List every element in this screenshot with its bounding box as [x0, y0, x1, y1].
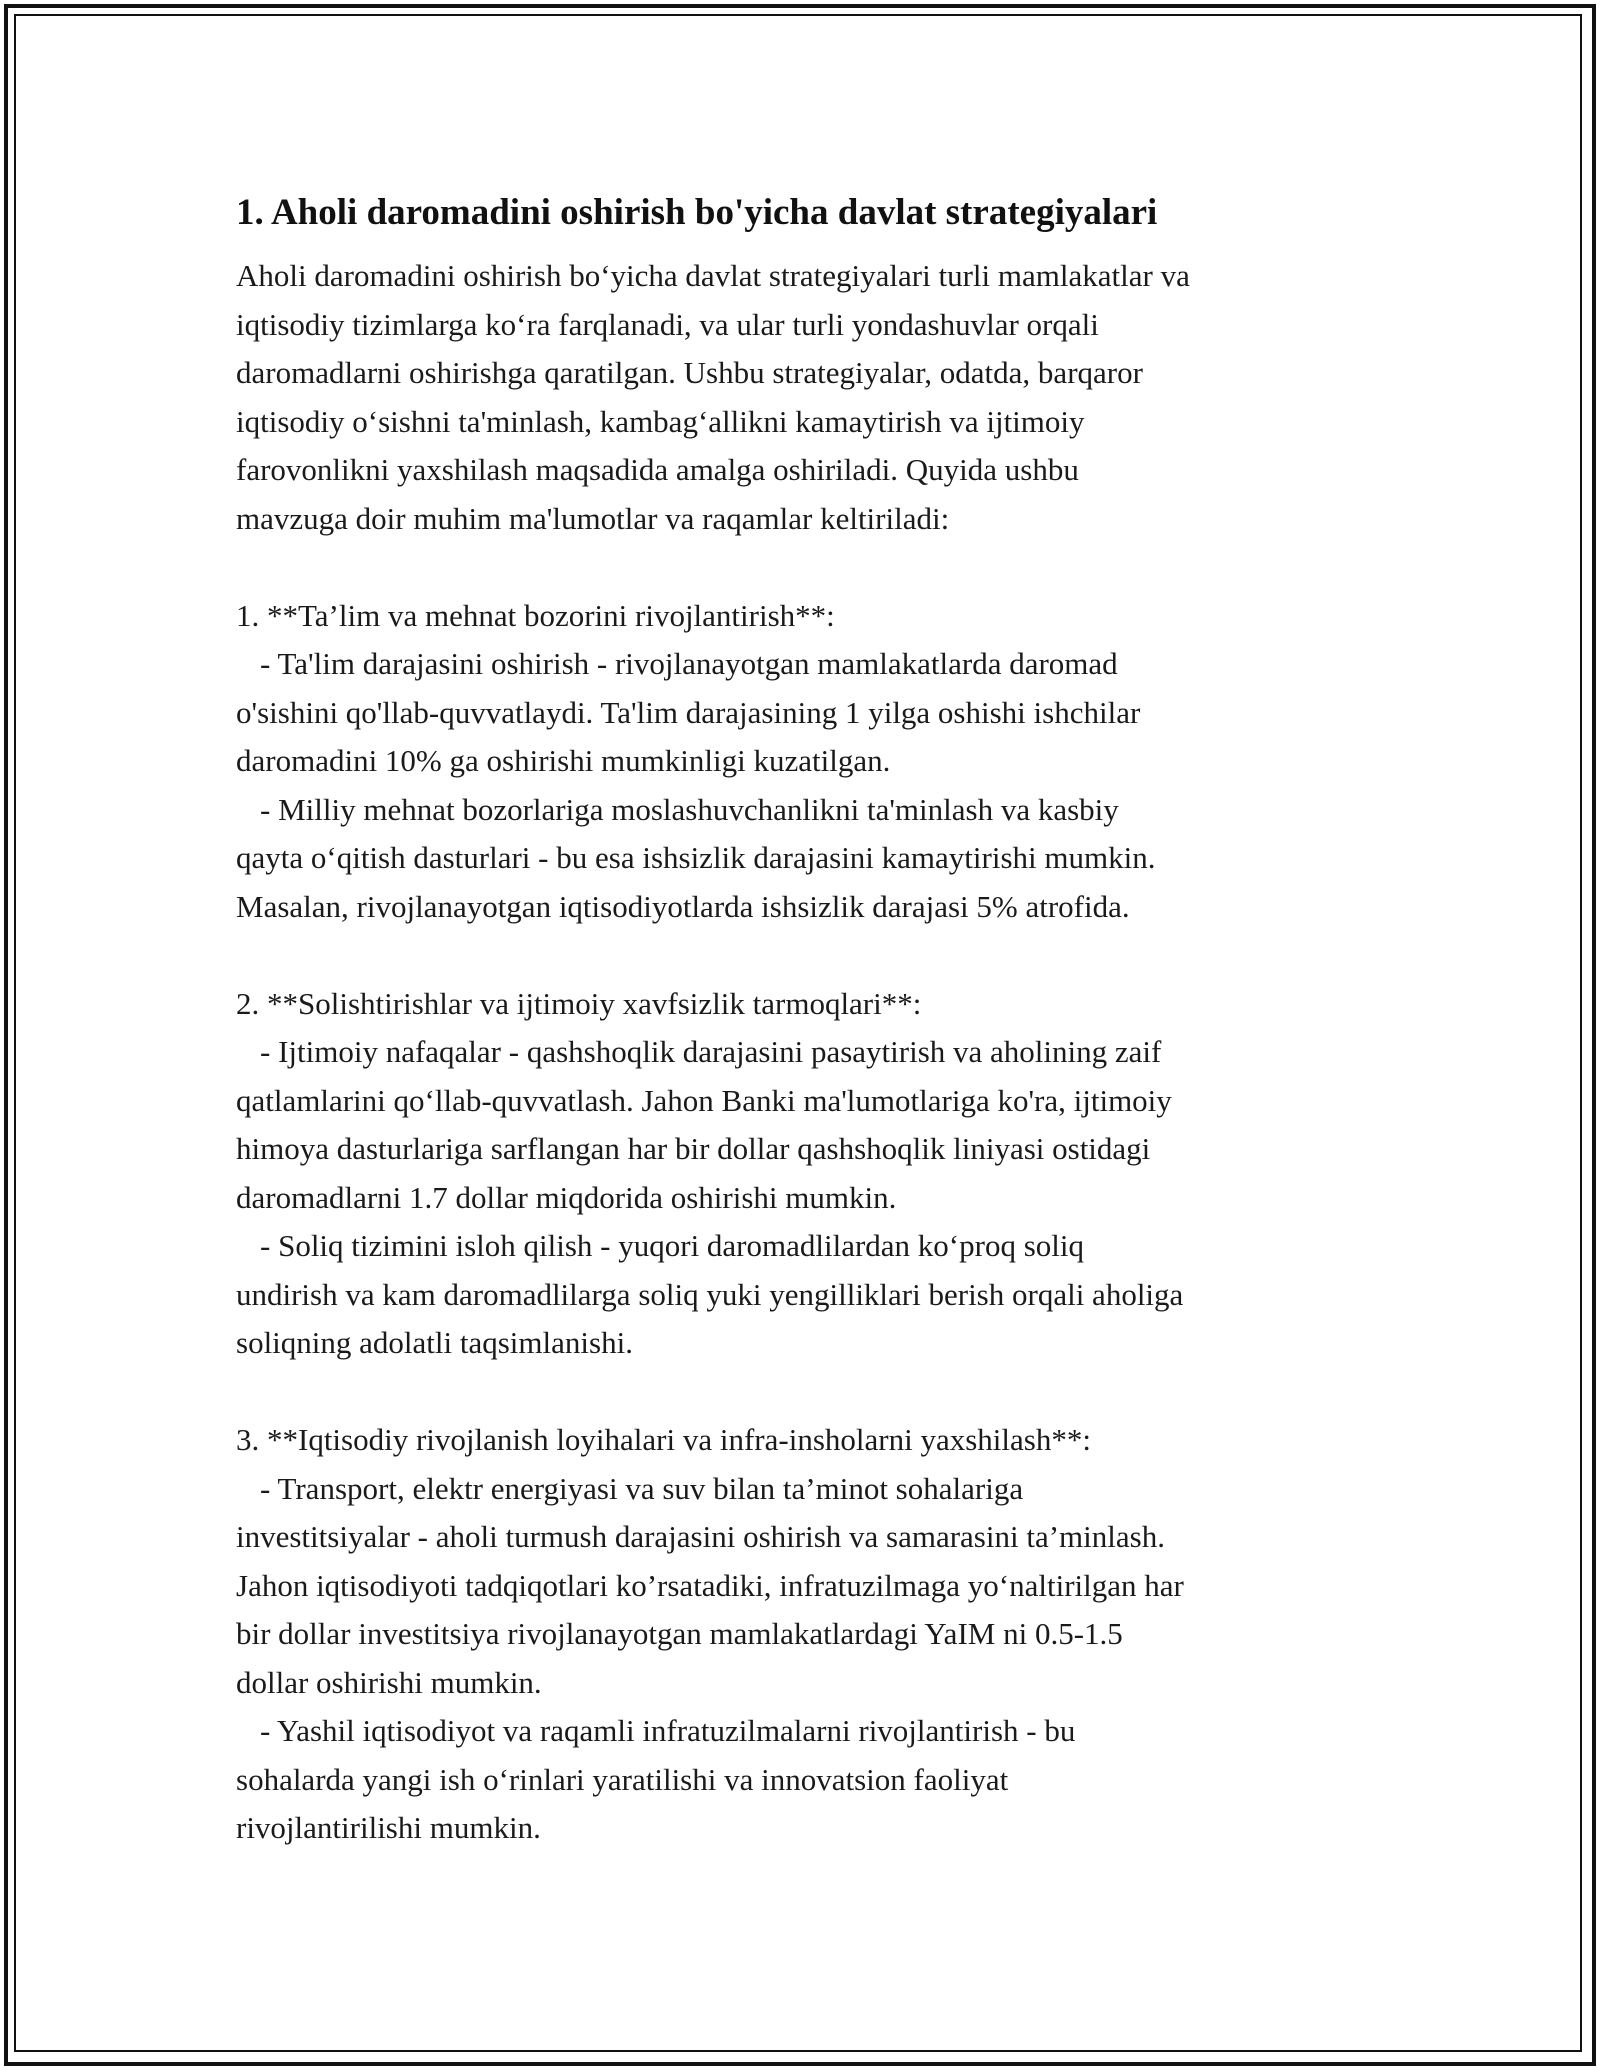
section-heading: 3. **Iqtisodiy rivojlanish loyihalari va infra-insholarni yaxshilash**:	[236, 1422, 1091, 1457]
section-2	[236, 980, 1376, 1368]
bullet-item	[236, 1222, 1376, 1368]
bullet-item	[236, 1707, 1376, 1853]
bullet-first-line: - Yashil iqtisodiyot va raqamli infratuzilmalarni rivojlantirish - bu	[260, 1713, 1076, 1748]
blank-line	[236, 1368, 1376, 1417]
blank-line	[236, 931, 1376, 980]
bullet-line: Jahon iqtisodiyoti tadqiqotlari ko’rsatadiki, infratuzilmaga yo‘naltirilgan har	[236, 1567, 1184, 1603]
blank-line	[236, 543, 1376, 592]
section-heading: 1. **Ta’lim va mehnat bozorini rivojlantirish**:	[236, 597, 835, 633]
bullet-line: qatlamlarini qo‘llab-quvvatlash. Jahon Banki ma'lumotlariga ko'ra, ijtimoiy	[236, 1082, 1172, 1118]
bullet-item	[236, 640, 1376, 786]
bullet-line: soliqning adolatli taqsimlanishi.	[236, 1325, 633, 1360]
intro-line: Aholi daromadini oshirish bo‘yicha davlat strategiyalari turli mamlakatlar va	[236, 258, 1190, 293]
intro-paragraph	[236, 252, 1376, 543]
bullet-first-line: - Soliq tizimini isloh qilish - yuqori daromadlilardan ko‘proq soliq	[260, 1228, 1084, 1263]
bullet-first-line: - Ijtimoiy nafaqalar - qashshoqlik darajasini pasaytirish va aholining zaif	[260, 1034, 1162, 1069]
bullet-line: rivojlantirilishi mumkin.	[236, 1810, 541, 1845]
bullet-item	[236, 1465, 1376, 1708]
bullet-line: undirish va kam daromadlilarga soliq yuki yengilliklari berish orqali aholiga	[236, 1276, 1184, 1312]
intro-line: mavzuga doir muhim ma'lumotlar va raqamlar keltiriladi:	[236, 500, 950, 536]
bullet-line: daromadlarni 1.7 dollar miqdorida oshirishi mumkin.	[236, 1179, 897, 1215]
bullet-first-line: - Transport, elektr energiyasi va suv bilan ta’minot sohalariga	[260, 1470, 1024, 1506]
bullet-line: himoya dasturlariga sarflangan har bir dollar qashshoqlik liniyasi ostidagi	[236, 1131, 1151, 1166]
bullet-line: bir dollar investitsiya rivojlanayotgan mamlakatlardagi YaIM ni 0.5-1.5	[236, 1616, 1123, 1651]
bullet-line: sohalarda yangi ish o‘rinlari yaratilishi va innovatsion faoliyat	[236, 1761, 1009, 1797]
bullet-first-line: - Milliy mehnat bozorlariga moslashuvchanlikni ta'minlash va kasbiy	[260, 791, 1119, 827]
intro-line: iqtisodiy o‘sishni ta'minlash, kambag‘allikni kamaytirish va ijtimoiy	[236, 403, 1085, 439]
bullet-first-line: - Ta'lim darajasini oshirish - rivojlanayotgan mamlakatlarda daromad	[260, 646, 1118, 681]
bullet-line: Masalan, rivojlanayotgan iqtisodiyotlarda ishsizlik darajasi 5% atrofida.	[236, 888, 1130, 924]
intro-line: iqtisodiy tizimlarga ko‘ra farqlanadi, va ular turli yondashuvlar orqali	[236, 306, 1099, 342]
bullet-line: qayta o‘qitish dasturlari - bu esa ishsizlik darajasini kamaytirishi mumkin.	[236, 840, 1156, 875]
bullet-item	[236, 786, 1376, 932]
section-1	[236, 592, 1376, 932]
bullet-line: dollar oshirishi mumkin.	[236, 1664, 542, 1700]
intro-line: daromadlarni oshirishga qaratilgan. Ushbu strategiyalar, odatda, barqaror	[236, 355, 1143, 390]
intro-line: farovonlikni yaxshilash maqsadida amalga oshiriladi. Quyida ushbu	[236, 452, 1079, 487]
bullet-item	[236, 1028, 1376, 1222]
section-heading: 2. **Solishtirishlar va ijtimoiy xavfsizlik tarmoqlari**:	[236, 985, 922, 1021]
bullet-line: daromadini 10% ga oshirishi mumkinligi kuzatilgan.	[236, 743, 891, 778]
bullet-line: investitsiyalar - aholi turmush darajasini oshirish va samarasini ta’minlash.	[236, 1519, 1165, 1554]
document-body	[236, 186, 1376, 1853]
section-3	[236, 1416, 1376, 1853]
document-title: 1. Aholi daromadini oshirish bo'yicha davlat strategiyalari	[236, 192, 1158, 233]
bullet-line: o'sishini qo'llab-quvvatlaydi. Ta'lim darajasining 1 yilga oshishi ishchilar	[236, 694, 1141, 730]
